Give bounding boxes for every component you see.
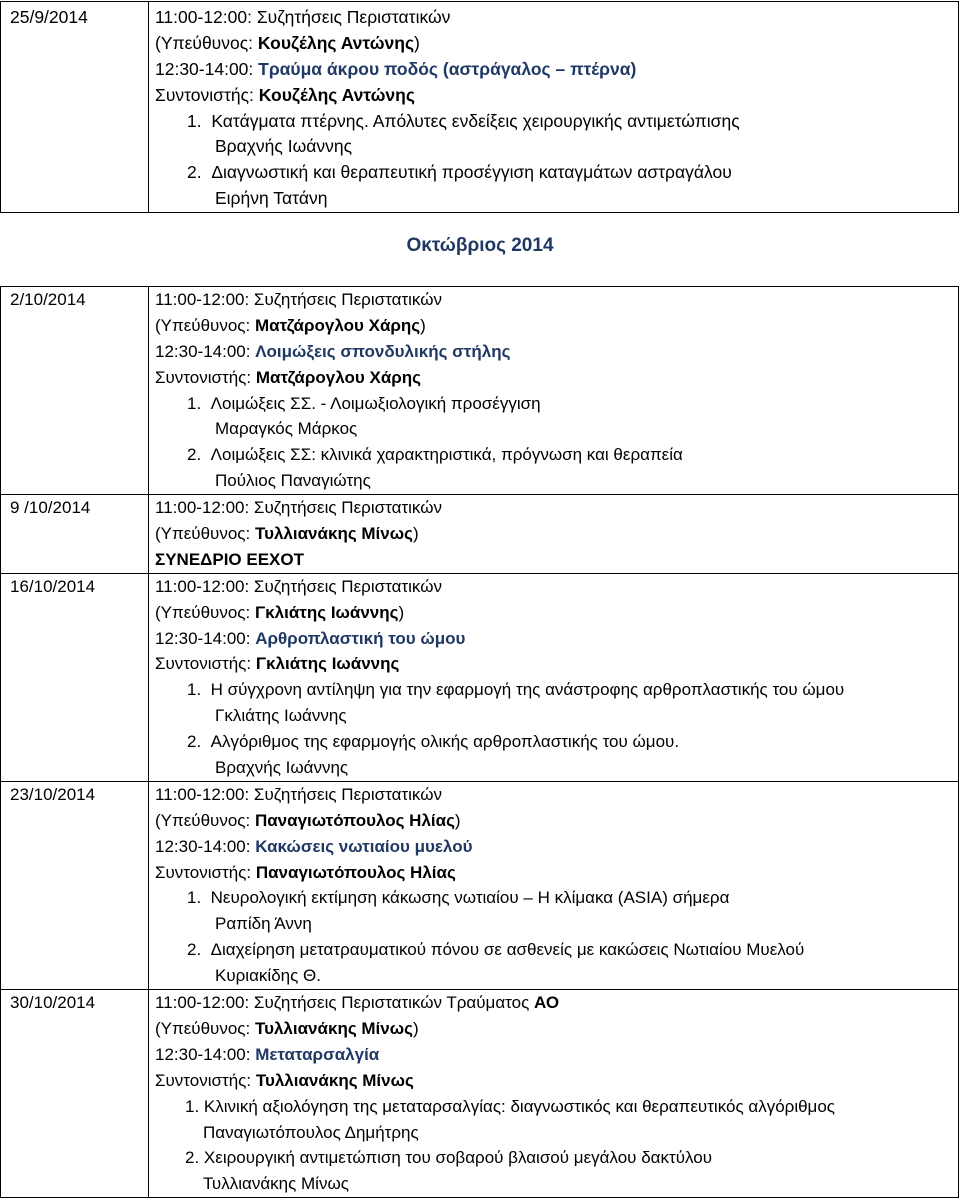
responsible-line: (Υπεύθυνος: Γκλιάτης Ιωάννης) <box>155 602 405 622</box>
session-content-cell <box>149 781 959 989</box>
responsible-line: (Υπεύθυνος: Ματζάρογλου Χάρης) <box>155 315 426 335</box>
session-content-cell <box>149 287 959 495</box>
coordinator-line: Συντονιστής: Ματζάρογλου Χάρης <box>155 367 422 387</box>
talk-speaker: Ειρήνη Τατάνη <box>215 188 328 209</box>
talk-title: 2. Διαγνωστική και θεραπευτική προσέγγιση καταγμάτων αστραγάλου <box>187 162 732 183</box>
session-date-cell <box>1 573 149 781</box>
topic-title: Λοιμώξεις σπονδυλικής στήλης <box>255 341 511 361</box>
case-discussion-time: 11:00-12:00: Συζητήσεις Περιστατικών <box>155 784 442 804</box>
talk-speaker: Μαραγκός Μάρκος <box>215 419 358 439</box>
responsible-name: Ματζάρογλου Χάρης <box>254 315 421 335</box>
session-date-cell <box>1 990 149 1198</box>
congress-note: ΣΥΝΕΔΡΙΟ ΕΕΧΟΤ <box>155 549 305 569</box>
session-row <box>1 495 959 574</box>
responsible-name: Τυλλιανάκης Μίνως <box>254 1018 413 1038</box>
case-discussion-time: 11:00-12:00: Συζητήσεις Περιστατικών Τραύματος ΑΟ <box>155 993 560 1013</box>
coordinator-name: Τυλλιανάκης Μίνως <box>255 1070 414 1090</box>
topic-line: 12:30-14:00: Τραύμα άκρου ποδός (αστράγαλος – πτέρνα) <box>155 58 637 79</box>
topic-title: Κακώσεις νωτιαίου μυελού <box>255 836 473 856</box>
talk-speaker: Τυλλιανάκης Μίνως <box>203 1174 349 1194</box>
talk-speaker: Κυριακίδης Θ. <box>215 966 321 986</box>
talk-speaker: Παναγιωτόπουλος Δημήτρης <box>203 1122 419 1142</box>
talk-speaker: Πούλιος Παναγιώτης <box>215 471 371 491</box>
topic-line: 12:30-14:00: Αρθροπλαστική του ώμου <box>155 628 466 648</box>
case-discussion-time: 11:00-12:00: Συζητήσεις Περιστατικών <box>155 498 442 518</box>
session-row <box>1 573 959 781</box>
coordinator-line: Συντονιστής: Παναγιωτόπουλος Ηλίας <box>155 862 456 882</box>
topic-title: Μεταταρσαλγία <box>255 1044 380 1064</box>
case-discussion-time: 11:00-12:00: Συζητήσεις Περιστατικών <box>155 7 451 27</box>
responsible-name: Τυλλιανάκης Μίνως <box>254 524 413 544</box>
session-content-cell <box>149 2 959 213</box>
session-date: 2/10/2014 <box>10 290 86 309</box>
coordinator-line: Συντονιστής: Κουζέλης Αντώνης <box>155 84 415 105</box>
topic-line: 12:30-14:00: Μεταταρσαλγία <box>155 1044 380 1064</box>
coordinator-name: Κουζέλης Αντώνης <box>258 84 415 105</box>
responsible-line: (Υπεύθυνος: Κουζέλης Αντώνης) <box>155 32 420 53</box>
responsible-line: (Υπεύθυνος: Τυλλιανάκης Μίνως) <box>155 1018 419 1038</box>
schedule-table-september <box>0 1 959 213</box>
session-date-cell <box>1 495 149 574</box>
coordinator-name: Παναγιωτόπουλος Ηλίας <box>255 862 456 882</box>
session-date: 16/10/2014 <box>10 576 96 596</box>
coordinator-name: Ματζάρογλου Χάρης <box>255 367 422 387</box>
session-row <box>1 990 959 1198</box>
session-date: 9 /10/2014 <box>10 498 91 518</box>
case-discussion-time: 11:00-12:00: Συζητήσεις Περιστατικών <box>155 290 442 309</box>
topic-title: Αρθροπλαστική του ώμου <box>255 628 466 648</box>
session-date-cell <box>1 287 149 495</box>
responsible-name: Παναγιωτόπουλος Ηλίας <box>254 810 455 830</box>
talk-title: 1. Κλινική αξιολόγηση της μεταταρσαλγίας: διαγνωστικός και θεραπευτικός αλγόριθμος <box>185 1096 835 1116</box>
talk-title: 1. Λοιμώξεις ΣΣ. - Λοιμωξιολογική προσέγγιση <box>187 393 541 413</box>
responsible-name: Κουζέλης Αντώνης <box>257 32 415 53</box>
session-row <box>1 287 959 495</box>
case-discussion-time: 11:00-12:00: Συζητήσεις Περιστατικών <box>155 576 442 596</box>
talk-speaker: Βραχνής Ιωάννης <box>215 136 353 157</box>
responsible-line: (Υπεύθυνος: Παναγιωτόπουλος Ηλίας) <box>155 810 461 830</box>
session-row <box>1 2 959 213</box>
topic-line: 12:30-14:00: Κακώσεις νωτιαίου μυελού <box>155 836 473 856</box>
talk-speaker: Ραπίδη Άννη <box>215 914 312 934</box>
talk-title: 2. Διαχείρηση μετατραυματικού πόνου σε ασθενείς με κακώσεις Νωτιαίου Μυελού <box>187 940 805 960</box>
session-content-cell <box>149 990 959 1198</box>
responsible-line: (Υπεύθυνος: Τυλλιανάκης Μίνως) <box>155 524 419 544</box>
talk-title: 2. Αλγόριθμος της εφαρμογής ολικής αρθροπλαστικής του ώμου. <box>187 732 680 752</box>
session-row <box>1 781 959 989</box>
session-date: 23/10/2014 <box>10 784 96 804</box>
coordinator-line: Συντονιστής: Γκλιάτης Ιωάννης <box>155 654 400 674</box>
responsible-name: Γκλιάτης Ιωάννης <box>254 602 399 622</box>
talk-title: 2. Λοιμώξεις ΣΣ: κλινικά χαρακτηριστικά, πρόγνωση και θεραπεία <box>187 445 683 465</box>
session-content-cell <box>149 573 959 781</box>
session-content-cell <box>149 495 959 574</box>
talk-title: 2. Χειρουργική αντιμετώπιση του σοβαρού βλαισού μεγάλου δακτύλου <box>185 1148 712 1168</box>
session-date-cell <box>1 2 149 213</box>
session-date: 25/9/2014 <box>10 7 88 27</box>
topic-title: Τραύμα άκρου ποδός (αστράγαλος – πτέρνα) <box>258 58 637 79</box>
talk-speaker: Γκλιάτης Ιωάννης <box>215 706 347 726</box>
topic-line: 12:30-14:00: Λοιμώξεις σπονδυλικής στήλης <box>155 341 511 361</box>
talk-title: 1. Νευρολογική εκτίμηση κάκωσης νωτιαίου – Η κλίμακα (ASIA) σήμερα <box>187 888 730 908</box>
month-heading: Οκτώβριος 2014 <box>406 235 554 256</box>
session-date: 30/10/2014 <box>10 993 96 1013</box>
talk-title: 1. Κατάγματα πτέρνης. Απόλυτες ενδείξεις χειρουργικής αντιμετώπισης <box>187 110 740 131</box>
schedule-table-october <box>0 286 959 1198</box>
coordinator-name: Γκλιάτης Ιωάννης <box>255 654 400 674</box>
session-date-cell <box>1 781 149 989</box>
talk-speaker: Βραχνής Ιωάννης <box>215 758 349 778</box>
coordinator-line: Συντονιστής: Τυλλιανάκης Μίνως <box>155 1070 414 1090</box>
talk-title: 1. Η σύγχρονη αντίληψη για την εφαρμογή της ανάστροφης αρθροπλαστικής του ώμου <box>187 680 845 700</box>
